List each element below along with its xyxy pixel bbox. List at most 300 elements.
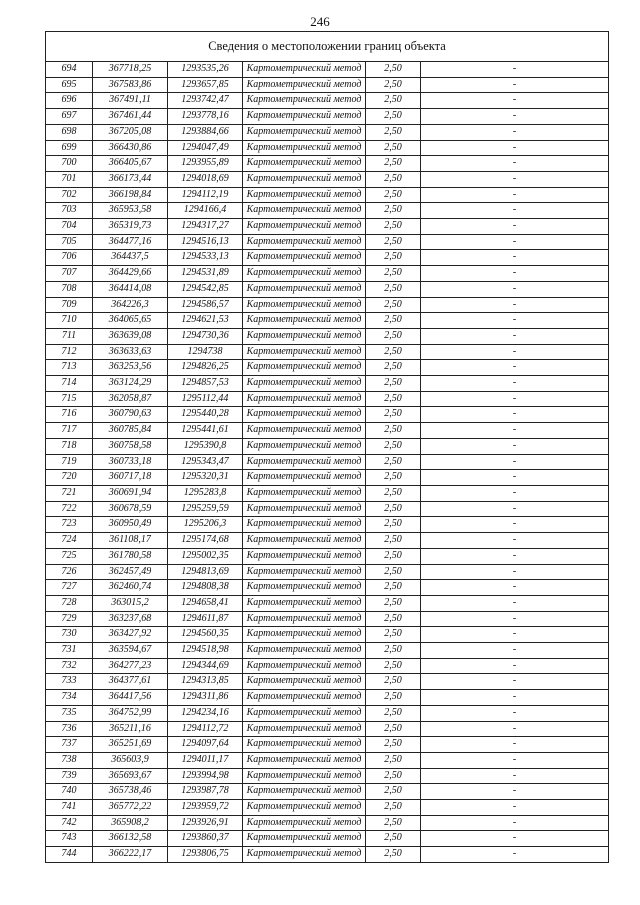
- accuracy-cell: 2,50: [366, 171, 421, 187]
- accuracy-cell: 2,50: [366, 595, 421, 611]
- y-coordinate-cell: 1294313,85: [168, 674, 243, 690]
- table-row: [46, 501, 609, 517]
- table-row: [46, 752, 609, 768]
- y-coordinate-cell: 1294112,72: [168, 721, 243, 737]
- method-cell: Картометрический метод: [243, 62, 366, 78]
- y-coordinate-cell: 1295441,61: [168, 423, 243, 439]
- y-coordinate-cell: 1293987,78: [168, 784, 243, 800]
- description-cell: -: [421, 109, 609, 125]
- method-cell: Картометрический метод: [243, 313, 366, 329]
- y-coordinate-cell: 1294097,64: [168, 737, 243, 753]
- accuracy-cell: 2,50: [366, 611, 421, 627]
- x-coordinate-cell: 364429,66: [93, 266, 168, 282]
- table-row: [46, 297, 609, 313]
- accuracy-cell: 2,50: [366, 768, 421, 784]
- boundary-table: [45, 31, 609, 863]
- table-row: [46, 391, 609, 407]
- x-coordinate-cell: 360758,58: [93, 438, 168, 454]
- point-number-cell: 742: [46, 815, 93, 831]
- description-cell: -: [421, 548, 609, 564]
- y-coordinate-cell: 1294826,25: [168, 360, 243, 376]
- accuracy-cell: 2,50: [366, 548, 421, 564]
- description-cell: -: [421, 611, 609, 627]
- description-cell: -: [421, 391, 609, 407]
- x-coordinate-cell: 364226,3: [93, 297, 168, 313]
- page-number: 246: [310, 14, 330, 29]
- point-number-cell: 727: [46, 580, 93, 596]
- method-cell: Картометрический метод: [243, 548, 366, 564]
- y-coordinate-cell: 1295390,8: [168, 438, 243, 454]
- method-cell: Картометрический метод: [243, 815, 366, 831]
- description-cell: -: [421, 187, 609, 203]
- accuracy-cell: 2,50: [366, 470, 421, 486]
- table-row: [46, 77, 609, 93]
- accuracy-cell: 2,50: [366, 580, 421, 596]
- method-cell: Картометрический метод: [243, 156, 366, 172]
- method-cell: Картометрический метод: [243, 109, 366, 125]
- accuracy-cell: 2,50: [366, 721, 421, 737]
- method-cell: Картометрический метод: [243, 784, 366, 800]
- y-coordinate-cell: 1294531,89: [168, 266, 243, 282]
- accuracy-cell: 2,50: [366, 219, 421, 235]
- accuracy-cell: 2,50: [366, 360, 421, 376]
- accuracy-cell: 2,50: [366, 344, 421, 360]
- accuracy-cell: 2,50: [366, 77, 421, 93]
- description-cell: -: [421, 674, 609, 690]
- method-cell: Картометрический метод: [243, 297, 366, 313]
- description-cell: -: [421, 533, 609, 549]
- point-number-cell: 715: [46, 391, 93, 407]
- description-cell: -: [421, 784, 609, 800]
- y-coordinate-cell: 1295440,28: [168, 407, 243, 423]
- x-coordinate-cell: 360790,63: [93, 407, 168, 423]
- x-coordinate-cell: 362457,49: [93, 564, 168, 580]
- method-cell: Картометрический метод: [243, 360, 366, 376]
- description-cell: -: [421, 281, 609, 297]
- description-cell: -: [421, 564, 609, 580]
- method-cell: Картометрический метод: [243, 533, 366, 549]
- method-cell: Картометрический метод: [243, 768, 366, 784]
- method-cell: Картометрический метод: [243, 674, 366, 690]
- method-cell: Картометрический метод: [243, 187, 366, 203]
- x-coordinate-cell: 367205,08: [93, 124, 168, 140]
- point-number-cell: 713: [46, 360, 93, 376]
- x-coordinate-cell: 366198,84: [93, 187, 168, 203]
- accuracy-cell: 2,50: [366, 737, 421, 753]
- table-row: [46, 690, 609, 706]
- method-cell: Картометрический метод: [243, 423, 366, 439]
- x-coordinate-cell: 363594,67: [93, 643, 168, 659]
- point-number-cell: 724: [46, 533, 93, 549]
- y-coordinate-cell: 1294857,53: [168, 376, 243, 392]
- accuracy-cell: 2,50: [366, 690, 421, 706]
- point-number-cell: 733: [46, 674, 93, 690]
- point-number-cell: 723: [46, 517, 93, 533]
- description-cell: -: [421, 658, 609, 674]
- table-row: [46, 171, 609, 187]
- table-row: [46, 627, 609, 643]
- x-coordinate-cell: 365953,58: [93, 203, 168, 219]
- description-cell: -: [421, 643, 609, 659]
- x-coordinate-cell: 364377,61: [93, 674, 168, 690]
- table-row: [46, 705, 609, 721]
- point-number-cell: 719: [46, 454, 93, 470]
- point-number-cell: 741: [46, 800, 93, 816]
- x-coordinate-cell: 367461,44: [93, 109, 168, 125]
- x-coordinate-cell: 364417,56: [93, 690, 168, 706]
- method-cell: Картометрический метод: [243, 501, 366, 517]
- x-coordinate-cell: 360785,84: [93, 423, 168, 439]
- y-coordinate-cell: 1294730,36: [168, 328, 243, 344]
- table-row: [46, 454, 609, 470]
- table-title-row: [46, 32, 609, 62]
- x-coordinate-cell: 363427,92: [93, 627, 168, 643]
- point-number-cell: 744: [46, 847, 93, 863]
- description-cell: -: [421, 62, 609, 78]
- point-number-cell: 737: [46, 737, 93, 753]
- description-cell: -: [421, 93, 609, 109]
- x-coordinate-cell: 366173,44: [93, 171, 168, 187]
- method-cell: Картометрический метод: [243, 690, 366, 706]
- description-cell: -: [421, 266, 609, 282]
- method-cell: Картометрический метод: [243, 517, 366, 533]
- method-cell: Картометрический метод: [243, 376, 366, 392]
- y-coordinate-cell: 1294542,85: [168, 281, 243, 297]
- x-coordinate-cell: 365693,67: [93, 768, 168, 784]
- x-coordinate-cell: 367718,25: [93, 62, 168, 78]
- description-cell: -: [421, 690, 609, 706]
- accuracy-cell: 2,50: [366, 485, 421, 501]
- description-cell: -: [421, 470, 609, 486]
- description-cell: -: [421, 250, 609, 266]
- accuracy-cell: 2,50: [366, 454, 421, 470]
- x-coordinate-cell: 365211,16: [93, 721, 168, 737]
- y-coordinate-cell: 1294234,16: [168, 705, 243, 721]
- y-coordinate-cell: 1294518,98: [168, 643, 243, 659]
- x-coordinate-cell: 365908,2: [93, 815, 168, 831]
- method-cell: Картометрический метод: [243, 470, 366, 486]
- method-cell: Картометрический метод: [243, 643, 366, 659]
- method-cell: Картометрический метод: [243, 93, 366, 109]
- y-coordinate-cell: 1294311,86: [168, 690, 243, 706]
- description-cell: -: [421, 376, 609, 392]
- point-number-cell: 732: [46, 658, 93, 674]
- point-number-cell: 702: [46, 187, 93, 203]
- y-coordinate-cell: 1295206,3: [168, 517, 243, 533]
- description-cell: -: [421, 328, 609, 344]
- y-coordinate-cell: 1294813,69: [168, 564, 243, 580]
- method-cell: Картометрический метод: [243, 77, 366, 93]
- point-number-cell: 726: [46, 564, 93, 580]
- table-row: [46, 407, 609, 423]
- accuracy-cell: 2,50: [366, 658, 421, 674]
- x-coordinate-cell: 362460,74: [93, 580, 168, 596]
- method-cell: Картометрический метод: [243, 391, 366, 407]
- y-coordinate-cell: 1293742,47: [168, 93, 243, 109]
- description-cell: -: [421, 831, 609, 847]
- method-cell: Картометрический метод: [243, 234, 366, 250]
- table-row: [46, 658, 609, 674]
- point-number-cell: 729: [46, 611, 93, 627]
- accuracy-cell: 2,50: [366, 140, 421, 156]
- x-coordinate-cell: 367583,86: [93, 77, 168, 93]
- accuracy-cell: 2,50: [366, 234, 421, 250]
- point-number-cell: 725: [46, 548, 93, 564]
- table-row: [46, 470, 609, 486]
- description-cell: -: [421, 171, 609, 187]
- accuracy-cell: 2,50: [366, 643, 421, 659]
- method-cell: Картометрический метод: [243, 752, 366, 768]
- point-number-cell: 716: [46, 407, 93, 423]
- x-coordinate-cell: 367491,11: [93, 93, 168, 109]
- table-row: [46, 281, 609, 297]
- description-cell: -: [421, 768, 609, 784]
- description-cell: -: [421, 721, 609, 737]
- y-coordinate-cell: 1295112,44: [168, 391, 243, 407]
- x-coordinate-cell: 363253,56: [93, 360, 168, 376]
- table-row: [46, 815, 609, 831]
- x-coordinate-cell: 363124,29: [93, 376, 168, 392]
- accuracy-cell: 2,50: [366, 109, 421, 125]
- table-row: [46, 580, 609, 596]
- y-coordinate-cell: 1294738: [168, 344, 243, 360]
- accuracy-cell: 2,50: [366, 627, 421, 643]
- point-number-cell: 705: [46, 234, 93, 250]
- point-number-cell: 695: [46, 77, 93, 93]
- y-coordinate-cell: 1293994,98: [168, 768, 243, 784]
- y-coordinate-cell: 1294621,53: [168, 313, 243, 329]
- description-cell: -: [421, 485, 609, 501]
- x-coordinate-cell: 360950,49: [93, 517, 168, 533]
- description-cell: -: [421, 124, 609, 140]
- accuracy-cell: 2,50: [366, 297, 421, 313]
- point-number-cell: 711: [46, 328, 93, 344]
- accuracy-cell: 2,50: [366, 281, 421, 297]
- y-coordinate-cell: 1294533,13: [168, 250, 243, 266]
- table-row: [46, 595, 609, 611]
- table-row: [46, 93, 609, 109]
- point-number-cell: 722: [46, 501, 93, 517]
- table-row: [46, 643, 609, 659]
- method-cell: Картометрический метод: [243, 328, 366, 344]
- method-cell: Картометрический метод: [243, 721, 366, 737]
- table-row: [46, 156, 609, 172]
- accuracy-cell: 2,50: [366, 124, 421, 140]
- table-row: [46, 109, 609, 125]
- point-number-cell: 696: [46, 93, 93, 109]
- y-coordinate-cell: 1294560,35: [168, 627, 243, 643]
- description-cell: -: [421, 847, 609, 863]
- point-number-cell: 728: [46, 595, 93, 611]
- x-coordinate-cell: 365772,22: [93, 800, 168, 816]
- y-coordinate-cell: 1295259,59: [168, 501, 243, 517]
- method-cell: Картометрический метод: [243, 219, 366, 235]
- point-number-cell: 718: [46, 438, 93, 454]
- table-row: [46, 800, 609, 816]
- point-number-cell: 721: [46, 485, 93, 501]
- accuracy-cell: 2,50: [366, 784, 421, 800]
- method-cell: Картометрический метод: [243, 454, 366, 470]
- table-row: [46, 187, 609, 203]
- accuracy-cell: 2,50: [366, 438, 421, 454]
- accuracy-cell: 2,50: [366, 831, 421, 847]
- y-coordinate-cell: 1294808,38: [168, 580, 243, 596]
- x-coordinate-cell: 363633,63: [93, 344, 168, 360]
- point-number-cell: 743: [46, 831, 93, 847]
- method-cell: Картометрический метод: [243, 250, 366, 266]
- method-cell: Картометрический метод: [243, 737, 366, 753]
- y-coordinate-cell: 1293806,75: [168, 847, 243, 863]
- description-cell: -: [421, 501, 609, 517]
- y-coordinate-cell: 1294112,19: [168, 187, 243, 203]
- accuracy-cell: 2,50: [366, 752, 421, 768]
- y-coordinate-cell: 1294018,69: [168, 171, 243, 187]
- table-row: [46, 847, 609, 863]
- x-coordinate-cell: 366405,67: [93, 156, 168, 172]
- y-coordinate-cell: 1293926,91: [168, 815, 243, 831]
- method-cell: Картометрический метод: [243, 171, 366, 187]
- y-coordinate-cell: 1294011,17: [168, 752, 243, 768]
- method-cell: Картометрический метод: [243, 627, 366, 643]
- accuracy-cell: 2,50: [366, 564, 421, 580]
- accuracy-cell: 2,50: [366, 423, 421, 439]
- description-cell: -: [421, 423, 609, 439]
- description-cell: -: [421, 407, 609, 423]
- x-coordinate-cell: 364414,08: [93, 281, 168, 297]
- table-row: [46, 234, 609, 250]
- description-cell: -: [421, 815, 609, 831]
- point-number-cell: 740: [46, 784, 93, 800]
- x-coordinate-cell: 365251,69: [93, 737, 168, 753]
- method-cell: Картометрический метод: [243, 800, 366, 816]
- accuracy-cell: 2,50: [366, 203, 421, 219]
- y-coordinate-cell: 1295002,35: [168, 548, 243, 564]
- y-coordinate-cell: 1293959,72: [168, 800, 243, 816]
- description-cell: -: [421, 438, 609, 454]
- point-number-cell: 712: [46, 344, 93, 360]
- table-row: [46, 313, 609, 329]
- table-row: [46, 360, 609, 376]
- description-cell: -: [421, 454, 609, 470]
- x-coordinate-cell: 364477,16: [93, 234, 168, 250]
- table-row: [46, 737, 609, 753]
- accuracy-cell: 2,50: [366, 62, 421, 78]
- point-number-cell: 704: [46, 219, 93, 235]
- y-coordinate-cell: 1295343,47: [168, 454, 243, 470]
- x-coordinate-cell: 363015,2: [93, 595, 168, 611]
- x-coordinate-cell: 361780,58: [93, 548, 168, 564]
- y-coordinate-cell: 1294611,87: [168, 611, 243, 627]
- method-cell: Картометрический метод: [243, 140, 366, 156]
- table-row: [46, 611, 609, 627]
- y-coordinate-cell: 1295283,8: [168, 485, 243, 501]
- point-number-cell: 706: [46, 250, 93, 266]
- accuracy-cell: 2,50: [366, 501, 421, 517]
- point-number-cell: 731: [46, 643, 93, 659]
- table-row: [46, 203, 609, 219]
- point-number-cell: 734: [46, 690, 93, 706]
- description-cell: -: [421, 234, 609, 250]
- y-coordinate-cell: 1294047,49: [168, 140, 243, 156]
- x-coordinate-cell: 364277,23: [93, 658, 168, 674]
- y-coordinate-cell: 1295320,31: [168, 470, 243, 486]
- accuracy-cell: 2,50: [366, 328, 421, 344]
- point-number-cell: 701: [46, 171, 93, 187]
- method-cell: Картометрический метод: [243, 203, 366, 219]
- x-coordinate-cell: 365603,9: [93, 752, 168, 768]
- table-row: [46, 124, 609, 140]
- accuracy-cell: 2,50: [366, 674, 421, 690]
- point-number-cell: 697: [46, 109, 93, 125]
- point-number-cell: 739: [46, 768, 93, 784]
- description-cell: -: [421, 77, 609, 93]
- x-coordinate-cell: 360678,59: [93, 501, 168, 517]
- accuracy-cell: 2,50: [366, 187, 421, 203]
- description-cell: -: [421, 705, 609, 721]
- accuracy-cell: 2,50: [366, 250, 421, 266]
- y-coordinate-cell: 1293535,26: [168, 62, 243, 78]
- x-coordinate-cell: 365738,46: [93, 784, 168, 800]
- point-number-cell: 694: [46, 62, 93, 78]
- x-coordinate-cell: 360733,18: [93, 454, 168, 470]
- description-cell: -: [421, 595, 609, 611]
- description-cell: -: [421, 219, 609, 235]
- x-coordinate-cell: 360691,94: [93, 485, 168, 501]
- method-cell: Картометрический метод: [243, 344, 366, 360]
- table-row: [46, 548, 609, 564]
- method-cell: Картометрический метод: [243, 847, 366, 863]
- method-cell: Картометрический метод: [243, 831, 366, 847]
- table-row: [46, 721, 609, 737]
- method-cell: Картометрический метод: [243, 485, 366, 501]
- point-number-cell: 720: [46, 470, 93, 486]
- table-row: [46, 423, 609, 439]
- method-cell: Картометрический метод: [243, 595, 366, 611]
- y-coordinate-cell: 1293884,66: [168, 124, 243, 140]
- table-row: [46, 533, 609, 549]
- method-cell: Картометрический метод: [243, 407, 366, 423]
- point-number-cell: 717: [46, 423, 93, 439]
- x-coordinate-cell: 364437,5: [93, 250, 168, 266]
- accuracy-cell: 2,50: [366, 705, 421, 721]
- description-cell: -: [421, 344, 609, 360]
- point-number-cell: 707: [46, 266, 93, 282]
- accuracy-cell: 2,50: [366, 847, 421, 863]
- accuracy-cell: 2,50: [366, 376, 421, 392]
- description-cell: -: [421, 156, 609, 172]
- method-cell: Картометрический метод: [243, 658, 366, 674]
- table-title: Сведения о местоположении границ объекта: [46, 32, 609, 62]
- point-number-cell: 736: [46, 721, 93, 737]
- accuracy-cell: 2,50: [366, 93, 421, 109]
- table-row: [46, 250, 609, 266]
- description-cell: -: [421, 627, 609, 643]
- x-coordinate-cell: 361108,17: [93, 533, 168, 549]
- y-coordinate-cell: 1294516,13: [168, 234, 243, 250]
- description-cell: -: [421, 580, 609, 596]
- y-coordinate-cell: 1293955,89: [168, 156, 243, 172]
- accuracy-cell: 2,50: [366, 815, 421, 831]
- accuracy-cell: 2,50: [366, 266, 421, 282]
- accuracy-cell: 2,50: [366, 533, 421, 549]
- accuracy-cell: 2,50: [366, 391, 421, 407]
- method-cell: Картометрический метод: [243, 705, 366, 721]
- method-cell: Картометрический метод: [243, 124, 366, 140]
- accuracy-cell: 2,50: [366, 800, 421, 816]
- x-coordinate-cell: 362058,87: [93, 391, 168, 407]
- point-number-cell: 708: [46, 281, 93, 297]
- x-coordinate-cell: 366430,86: [93, 140, 168, 156]
